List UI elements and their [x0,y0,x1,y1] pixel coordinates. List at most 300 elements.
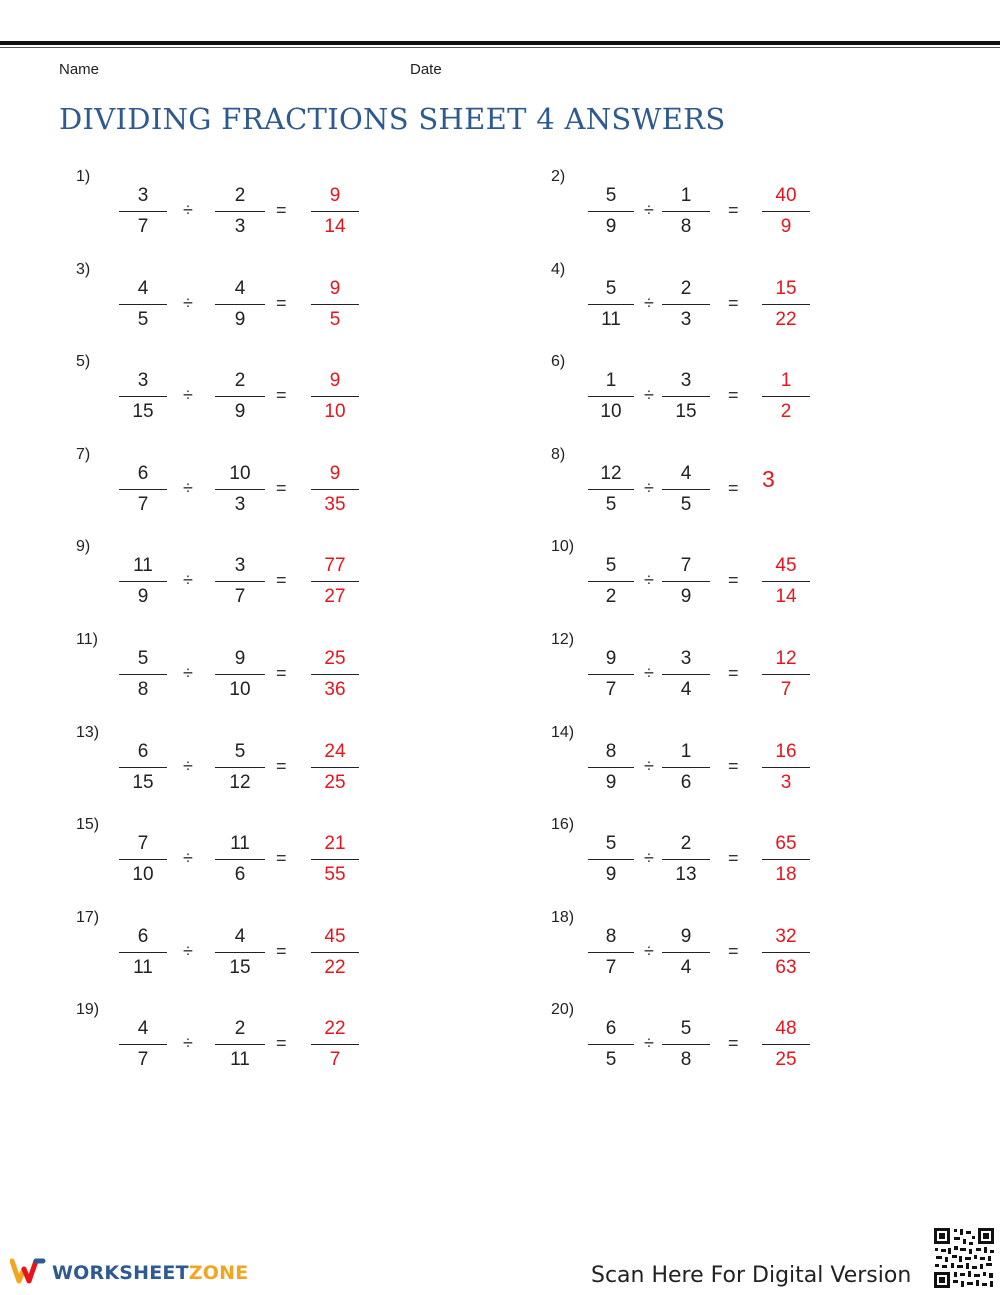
numerator: 5 [605,833,617,855]
fraction-bar [215,581,265,582]
denominator: 7 [605,956,617,978]
fraction [119,924,167,981]
denominator: 7 [780,679,792,700]
problem-number: 6) [551,353,566,371]
fraction [662,831,710,888]
fraction [662,924,710,981]
problem-number: 10) [551,538,575,556]
fraction-bar [662,581,710,582]
divide-sign: ÷ [644,663,654,683]
numerator: 1 [605,370,617,392]
numerator: 3 [137,370,149,392]
equals-sign: = [276,1033,287,1054]
denominator: 22 [324,956,346,978]
denominator: 9 [680,586,692,608]
problem-number: 17) [76,908,100,926]
denominator: 7 [137,493,149,515]
divide-sign: ÷ [644,848,654,869]
fraction-bar [762,581,810,582]
problem-item [76,353,496,445]
denominator: 2 [605,586,617,608]
numerator: 8 [605,740,617,762]
denominator: 8 [680,1049,692,1071]
answer-fraction [311,646,359,703]
numerator: 2 [234,370,246,392]
problem-number: 16) [551,816,575,834]
numerator: 2 [234,1018,246,1040]
problem-item [551,168,971,260]
numerator: 32 [775,925,797,947]
denominator: 4 [680,679,692,700]
scan-text: Scan Here For Digital Version [591,1263,912,1288]
denominator: 8 [680,216,692,237]
numerator: 2 [234,185,246,206]
numerator: 15 [775,277,797,299]
problem-number: 7) [76,445,91,463]
problem-number: 5) [76,353,91,371]
fraction [215,461,265,518]
numerator: 9 [329,462,341,484]
problem-item [551,1001,971,1093]
problem-item [551,909,971,1001]
problem-item [76,1001,496,1093]
fraction [588,553,634,610]
fraction [215,368,265,425]
denominator: 10 [600,401,622,423]
numerator: 45 [775,555,797,577]
fraction [588,739,634,796]
fraction [588,831,634,888]
problem-item [76,538,496,630]
fraction-bar [215,952,265,953]
fraction-bar [762,1044,810,1045]
equals-sign: = [728,755,739,776]
equals-sign: = [728,663,739,683]
divide-sign: ÷ [644,1033,654,1054]
denominator: 3 [234,493,246,515]
numerator: 6 [137,740,149,762]
problem-number: 20) [551,1001,575,1019]
denominator: 11 [133,956,153,978]
equals-sign: = [276,570,287,591]
answer-fraction [311,368,359,425]
equals-sign: = [276,292,287,313]
numerator: 5 [234,740,246,762]
fraction-bar [311,396,359,397]
denominator: 27 [324,586,346,608]
fraction [215,739,265,796]
problem-number: 8) [551,445,566,463]
equals-sign: = [728,385,739,406]
numerator: 3 [234,555,246,577]
equals-sign: = [276,848,287,869]
answer-fraction [311,924,359,981]
fraction-bar [588,396,634,397]
fraction [588,368,634,425]
divide-sign: ÷ [644,755,654,776]
fraction-bar [119,859,167,860]
fraction [119,739,167,796]
problem-number: 3) [76,260,91,278]
problem-number: 15) [76,816,100,834]
numerator: 25 [324,648,346,669]
fraction [215,646,265,703]
fraction-bar [119,304,167,305]
divide-sign: ÷ [183,1033,193,1054]
divide-sign: ÷ [183,663,193,683]
fraction-bar [662,952,710,953]
fraction [588,276,634,333]
denominator: 8 [137,679,149,700]
fraction-bar [311,952,359,953]
denominator: 10 [324,401,346,423]
fraction-bar [215,396,265,397]
fraction [662,276,710,333]
fraction [662,739,710,796]
problem-number: 12) [551,631,575,648]
answer-fraction [311,183,359,240]
fraction-bar [662,674,710,675]
numerator: 11 [230,833,250,855]
equals-sign: = [276,663,287,683]
numerator: 12 [600,462,622,484]
denominator: 5 [137,308,149,330]
divide-sign: ÷ [183,570,193,591]
numerator: 7 [137,833,149,855]
fraction-bar [762,211,810,212]
denominator: 5 [329,308,341,330]
denominator: 5 [605,1049,617,1071]
answer-fraction [311,276,359,333]
denominator: 14 [775,586,797,608]
numerator: 21 [324,833,346,855]
numerator: 65 [775,833,797,855]
divide-sign: ÷ [644,570,654,591]
problem-item [76,261,496,353]
fraction-bar [662,859,710,860]
denominator: 10 [132,864,154,886]
equals-sign: = [728,1033,739,1054]
fraction [215,276,265,333]
equals-sign: = [728,292,739,313]
numerator: 1 [680,740,692,762]
denominator: 13 [675,864,697,886]
numerator: 4 [137,277,149,299]
fraction-bar [762,767,810,768]
answer-fraction [311,553,359,610]
numerator: 4 [680,462,692,484]
denominator: 12 [229,771,251,793]
problem-item [76,631,496,723]
numerator: 3 [680,370,692,392]
problem-item [551,446,971,538]
fraction-bar [762,396,810,397]
numerator: 6 [137,462,149,484]
numerator: 5 [605,185,617,206]
answer-fraction [762,831,810,888]
fraction-bar [662,489,710,490]
equals-sign: = [276,200,287,220]
denominator: 3 [680,308,692,330]
denominator: 9 [137,586,149,608]
fraction-bar [588,1044,634,1045]
fraction [588,183,634,240]
problem-number: 2) [551,168,566,185]
name-label: Name [59,61,100,78]
fraction-bar [311,211,359,212]
answer-fraction [762,1016,810,1073]
numerator: 5 [680,1018,692,1040]
denominator: 15 [132,401,154,423]
fraction [588,646,634,703]
denominator: 5 [680,493,692,515]
equals-sign: = [276,755,287,776]
fraction-bar [588,581,634,582]
answer-fraction [311,831,359,888]
denominator: 6 [680,771,692,793]
fraction-bar [215,211,265,212]
divide-sign: ÷ [183,755,193,776]
numerator: 1 [780,370,792,392]
numerator: 3 [680,648,692,669]
fraction [215,924,265,981]
numerator: 48 [775,1018,797,1040]
problem-item [76,446,496,538]
fraction-bar [311,581,359,582]
problem-number: 13) [76,723,100,741]
divide-sign: ÷ [644,477,654,498]
numerator: 9 [234,648,246,669]
fraction-bar [215,674,265,675]
fraction-bar [119,952,167,953]
numerator: 11 [133,555,153,577]
fraction [662,461,710,518]
problem-item [76,909,496,1001]
brand-name: WORKSHEETZONE [52,1262,249,1284]
denominator: 3 [234,216,246,237]
fraction-bar [762,952,810,953]
numerator: 3 [137,185,149,206]
numerator: 9 [605,648,617,669]
denominator: 9 [605,216,617,237]
fraction-bar [662,304,710,305]
denominator: 7 [329,1049,341,1071]
fraction-bar [119,396,167,397]
divide-sign: ÷ [644,200,654,220]
fraction [119,276,167,333]
fraction-bar [662,211,710,212]
fraction [119,553,167,610]
fraction [588,461,634,518]
date-label: Date [410,61,442,78]
fraction [119,831,167,888]
answer-fraction [762,553,810,610]
divide-sign: ÷ [183,385,193,406]
denominator: 7 [137,216,149,237]
fraction-bar [311,304,359,305]
fraction-bar [662,1044,710,1045]
numerator: 4 [234,925,246,947]
equals-sign: = [728,200,739,220]
fraction [662,1016,710,1073]
fraction-bar [119,581,167,582]
worksheetzone-logo-icon [10,1257,46,1290]
fraction [215,553,265,610]
problem-number: 9) [76,538,91,556]
denominator: 55 [324,864,346,886]
denominator: 15 [132,771,154,793]
fraction-bar [215,859,265,860]
problem-number: 1) [76,168,91,185]
divide-sign: ÷ [644,940,654,961]
fraction [662,553,710,610]
denominator: 18 [775,864,797,886]
numerator: 77 [324,555,346,577]
denominator: 7 [137,1049,149,1071]
fraction-bar [311,859,359,860]
denominator: 10 [229,679,251,700]
fraction [662,183,710,240]
fraction-bar [588,489,634,490]
fraction-bar [215,767,265,768]
fraction [215,1016,265,1073]
denominator: 9 [605,864,617,886]
answer-fraction [762,183,810,240]
fraction-bar [662,767,710,768]
fraction-bar [215,304,265,305]
fraction-bar [588,304,634,305]
fraction-bar [762,859,810,860]
fraction-bar [215,489,265,490]
worksheet-title: DIVIDING FRACTIONS SHEET 4 ANSWERS [59,102,726,136]
equals-sign: = [728,570,739,591]
denominator: 35 [324,493,346,515]
fraction [119,1016,167,1073]
denominator: 14 [324,216,346,237]
denominator: 6 [234,864,246,886]
answer-fraction [762,646,810,703]
numerator: 2 [680,277,692,299]
denominator: 2 [780,401,792,423]
fraction-bar [311,674,359,675]
divide-sign: ÷ [644,385,654,406]
numerator: 9 [329,370,341,392]
fraction [119,183,167,240]
fraction-bar [311,767,359,768]
equals-sign: = [276,385,287,406]
problem-number: 4) [551,260,566,278]
divide-sign: ÷ [183,477,193,498]
fraction [662,368,710,425]
divide-sign: ÷ [644,292,654,313]
numerator: 9 [329,185,341,206]
fraction-bar [119,674,167,675]
denominator: 15 [229,956,251,978]
denominator: 3 [780,771,792,793]
denominator: 7 [234,586,246,608]
fraction-bar [588,859,634,860]
fraction-bar [588,952,634,953]
answer-whole-number: 3 [762,465,775,492]
answer-fraction [762,739,810,796]
divide-sign: ÷ [183,200,193,220]
numerator: 1 [680,185,692,206]
equals-sign: = [276,940,287,961]
denominator: 11 [230,1049,250,1071]
denominator: 25 [775,1049,797,1071]
fraction [119,461,167,518]
fraction-bar [588,674,634,675]
numerator: 12 [775,648,797,669]
equals-sign: = [728,940,739,961]
problem-item [551,816,971,908]
fraction-bar [311,489,359,490]
divide-sign: ÷ [183,848,193,869]
numerator: 5 [605,277,617,299]
numerator: 10 [229,462,251,484]
answer-fraction [762,368,810,425]
fraction-bar [119,489,167,490]
fraction [588,924,634,981]
fraction [662,646,710,703]
problem-item [551,631,971,723]
fraction [119,646,167,703]
denominator: 36 [324,679,346,700]
divide-sign: ÷ [183,292,193,313]
answer-fraction [311,1016,359,1073]
numerator: 8 [605,925,617,947]
denominator: 7 [605,679,617,700]
numerator: 24 [324,740,346,762]
numerator: 16 [775,740,797,762]
denominator: 15 [675,401,697,423]
fraction-bar [588,767,634,768]
numerator: 6 [137,925,149,947]
problem-number: 18) [551,908,575,926]
numerator: 5 [137,648,149,669]
problem-number: 14) [551,723,575,741]
fraction-bar [119,1044,167,1045]
problem-item [551,724,971,816]
answer-fraction [311,739,359,796]
equals-sign: = [728,477,739,498]
denominator: 9 [234,308,246,330]
numerator: 22 [324,1018,346,1040]
problem-item [76,168,496,260]
numerator: 4 [234,277,246,299]
fraction [215,183,265,240]
fraction-bar [662,396,710,397]
problem-number: 11) [76,631,98,648]
equals-sign: = [276,477,287,498]
numerator: 4 [137,1018,149,1040]
denominator: 9 [780,216,792,237]
fraction [215,831,265,888]
qr-code-icon[interactable] [932,1226,996,1290]
denominator: 63 [775,956,797,978]
answer-fraction [762,276,810,333]
equals-sign: = [728,848,739,869]
fraction-bar [762,674,810,675]
problem-item [551,261,971,353]
denominator: 4 [680,956,692,978]
problem-item [551,353,971,445]
fraction-bar [119,211,167,212]
fraction [588,1016,634,1073]
numerator: 45 [324,925,346,947]
fraction-bar [762,304,810,305]
top-rule [0,41,1000,45]
